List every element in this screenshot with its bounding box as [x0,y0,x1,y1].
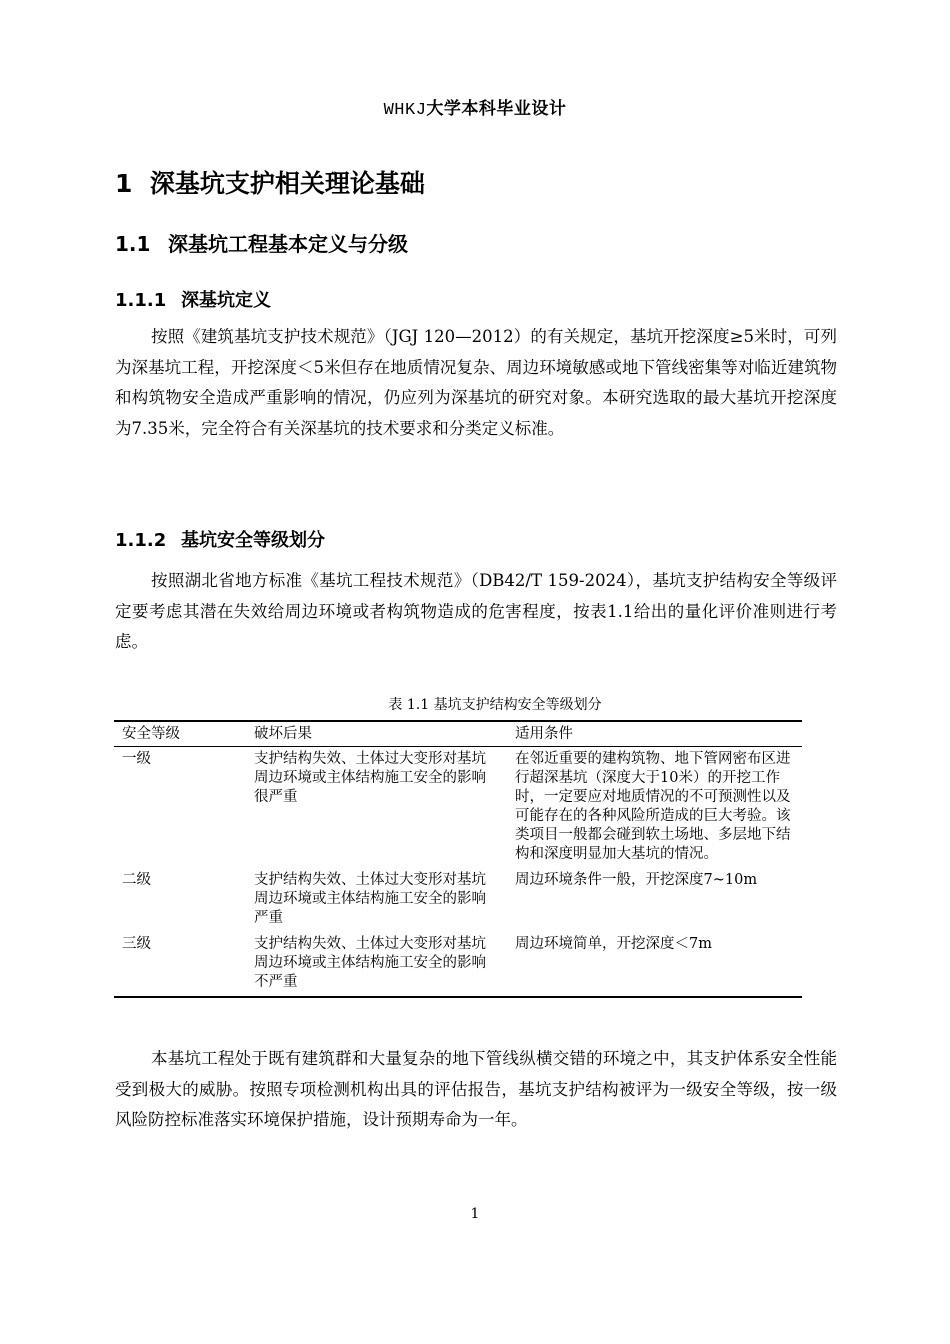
section-heading-1-1 [115,228,408,257]
consequence-cell: 支护结构失效、土体过大变形对基坑周边环境或主体结构施工安全的影响不严重 [246,932,507,997]
header-school: WHKJ [383,101,427,120]
grade-cell: 一级 [122,751,151,767]
consequence-cell: 支护结构失效、土体过大变形对基坑周边环境或主体结构施工安全的影响严重 [254,872,486,926]
column-header: 安全等级 [114,721,246,747]
table-row [114,932,802,997]
definition-paragraph: 按照《建筑基坑支护技术规范》（JGJ 120—2012）的有关规定，基坑开挖深度≥5米时，可列为深基坑工程，开挖深度＜5米但存在地质情况复杂、周边环境敏感或地下管线密集等对临近建筑物和构筑物安全造成严重影响的情况，仍应列为深基坑的研究对象。本研究选取的最大基坑开挖深度为7.35米，完全符合有关深基坑的技术要求和分类定义标准。 [115,327,837,438]
chapter-heading [115,164,425,200]
condition-cell: 周边环境简单，开挖深度＜7m [507,932,802,997]
header-title: 大学本科毕业设计 [426,99,567,119]
condition-cell: 在邻近重要的建构筑物、地下管网密布区进行超深基坑（深度大于10米）的开挖工作时，一定要应对地质情况的不可预测性以及可能存在的各种风险所造成的巨大考验。该类项目一般都会碰到软土场地、多层地下结构和深度明显加大基坑的情况。 [515,751,791,862]
chapter-number: 1 [115,169,133,198]
table-caption: 表 1.1 基坑支护结构安全等级划分 [388,697,602,713]
chapter-title: 深基坑支护相关理论基础 [149,169,425,198]
subsection-number: 1.1.1 [115,290,167,311]
table-row [114,868,802,932]
column-header: 适用条件 [507,721,802,747]
table-header-row [114,721,802,747]
section-number: 1.1 [115,232,151,256]
column-header: 破坏后果 [246,721,507,747]
subsection-heading-1-1-2 [115,526,325,552]
condition-cell: 周边环境条件一般，开挖深度7~10m [515,872,758,888]
subsection-heading-1-1-1 [115,286,271,312]
grade-cell: 三级 [114,932,246,997]
safety-grade-table [114,720,802,998]
grading-paragraph: 按照湖北省地方标准《基坑工程技术规范》（DB42/T 159-2024），基坑支护结构安全等级评定要考虑其潜在失效给周边环境或者构筑物造成的危害程度，按表1.1给出的量化评价准则进行考虑。 [115,571,837,651]
grade-cell: 二级 [122,872,151,888]
subsection-title: 深基坑定义 [181,290,271,311]
section-title: 深基坑工程基本定义与分级 [168,232,408,256]
subsection-title: 基坑安全等级划分 [181,530,325,551]
table-row [114,747,802,869]
page-number: 1 [470,1206,480,1222]
closing-paragraph: 本基坑工程处于既有建筑群和大量复杂的地下管线纵横交错的环境之中，其支护体系安全性能受到极大的威胁。按照专项检测机构出具的评估报告，基坑支护结构被评为一级安全等级，按一级风险防控标准落实环境保护措施，设计预期寿命为一年。 [115,1049,837,1129]
page-header [0,94,950,120]
subsection-number: 1.1.2 [115,530,167,551]
consequence-cell: 支护结构失效、土体过大变形对基坑周边环境或主体结构施工安全的影响很严重 [254,751,486,805]
